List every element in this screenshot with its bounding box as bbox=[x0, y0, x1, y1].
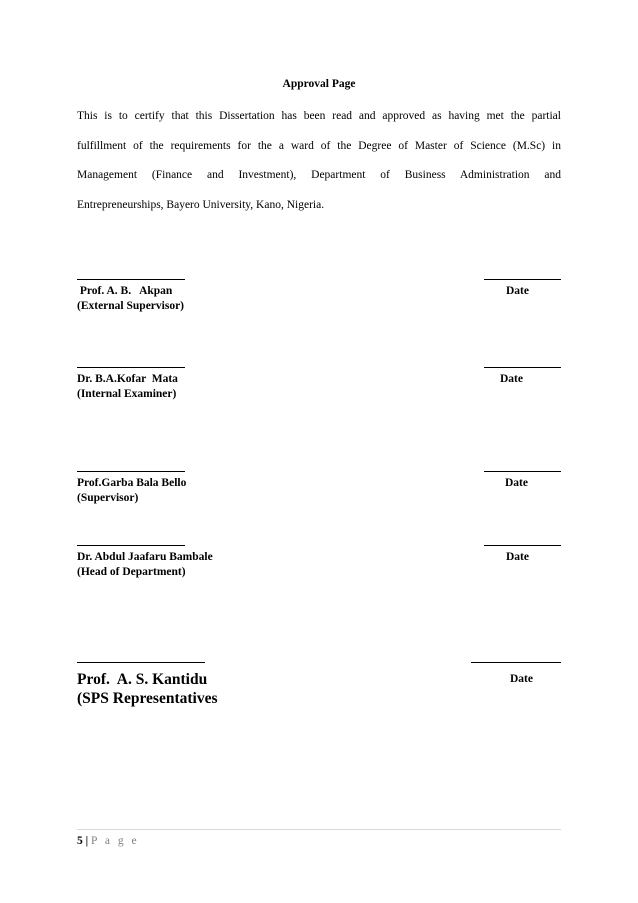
signature-line bbox=[77, 471, 185, 472]
page-label: P a g e bbox=[91, 835, 140, 847]
paragraph-line: fulfillment of the requirements for the a ward of the Degree of Master of Science (M.Sc) in bbox=[77, 139, 561, 152]
date-label: Date bbox=[510, 673, 533, 685]
paragraph-line: Entrepreneurships, Bayero University, Kano, Nigeria. bbox=[77, 198, 325, 211]
date-label: Date bbox=[505, 477, 528, 489]
date-line bbox=[471, 662, 561, 663]
date-label: Date bbox=[500, 373, 523, 385]
date-line bbox=[484, 471, 561, 472]
page-number: 5 bbox=[77, 835, 83, 847]
date-line bbox=[484, 367, 561, 368]
date-label: Date bbox=[506, 285, 529, 297]
date-line bbox=[484, 545, 561, 546]
signatory-role: (Head of Department) bbox=[77, 566, 186, 578]
page-title: Approval Page bbox=[282, 78, 356, 90]
signatory-role: (External Supervisor) bbox=[77, 300, 185, 312]
signatory-name: Prof. A. S. Kantidu bbox=[77, 671, 208, 688]
signatory-role: (SPS Representatives bbox=[77, 690, 218, 707]
footer-divider bbox=[77, 829, 561, 830]
signature-line bbox=[77, 367, 185, 368]
signatory-name: Prof.Garba Bala Bello bbox=[77, 477, 187, 489]
signatory-name: Dr. Abdul Jaafaru Bambale bbox=[77, 551, 213, 563]
signatory-name: Prof. A. B. Akpan bbox=[77, 285, 173, 297]
date-label: Date bbox=[506, 551, 529, 563]
signature-line bbox=[77, 545, 185, 546]
page-footer bbox=[77, 835, 139, 847]
signatory-role: (Supervisor) bbox=[77, 492, 139, 504]
paragraph-line: Management (Finance and Investment), Department of Business Administration and bbox=[77, 169, 561, 181]
signature-line bbox=[77, 279, 185, 280]
paragraph-line: This is to certify that this Dissertation has been read and approved as having met the partial bbox=[77, 110, 561, 122]
signature-line bbox=[77, 662, 205, 663]
footer-separator: | bbox=[85, 835, 89, 847]
signatory-name: Dr. B.A.Kofar Mata bbox=[77, 373, 178, 385]
certification-paragraph bbox=[77, 102, 561, 220]
date-line bbox=[484, 279, 561, 280]
signatory-role: (Internal Examiner) bbox=[77, 388, 177, 400]
